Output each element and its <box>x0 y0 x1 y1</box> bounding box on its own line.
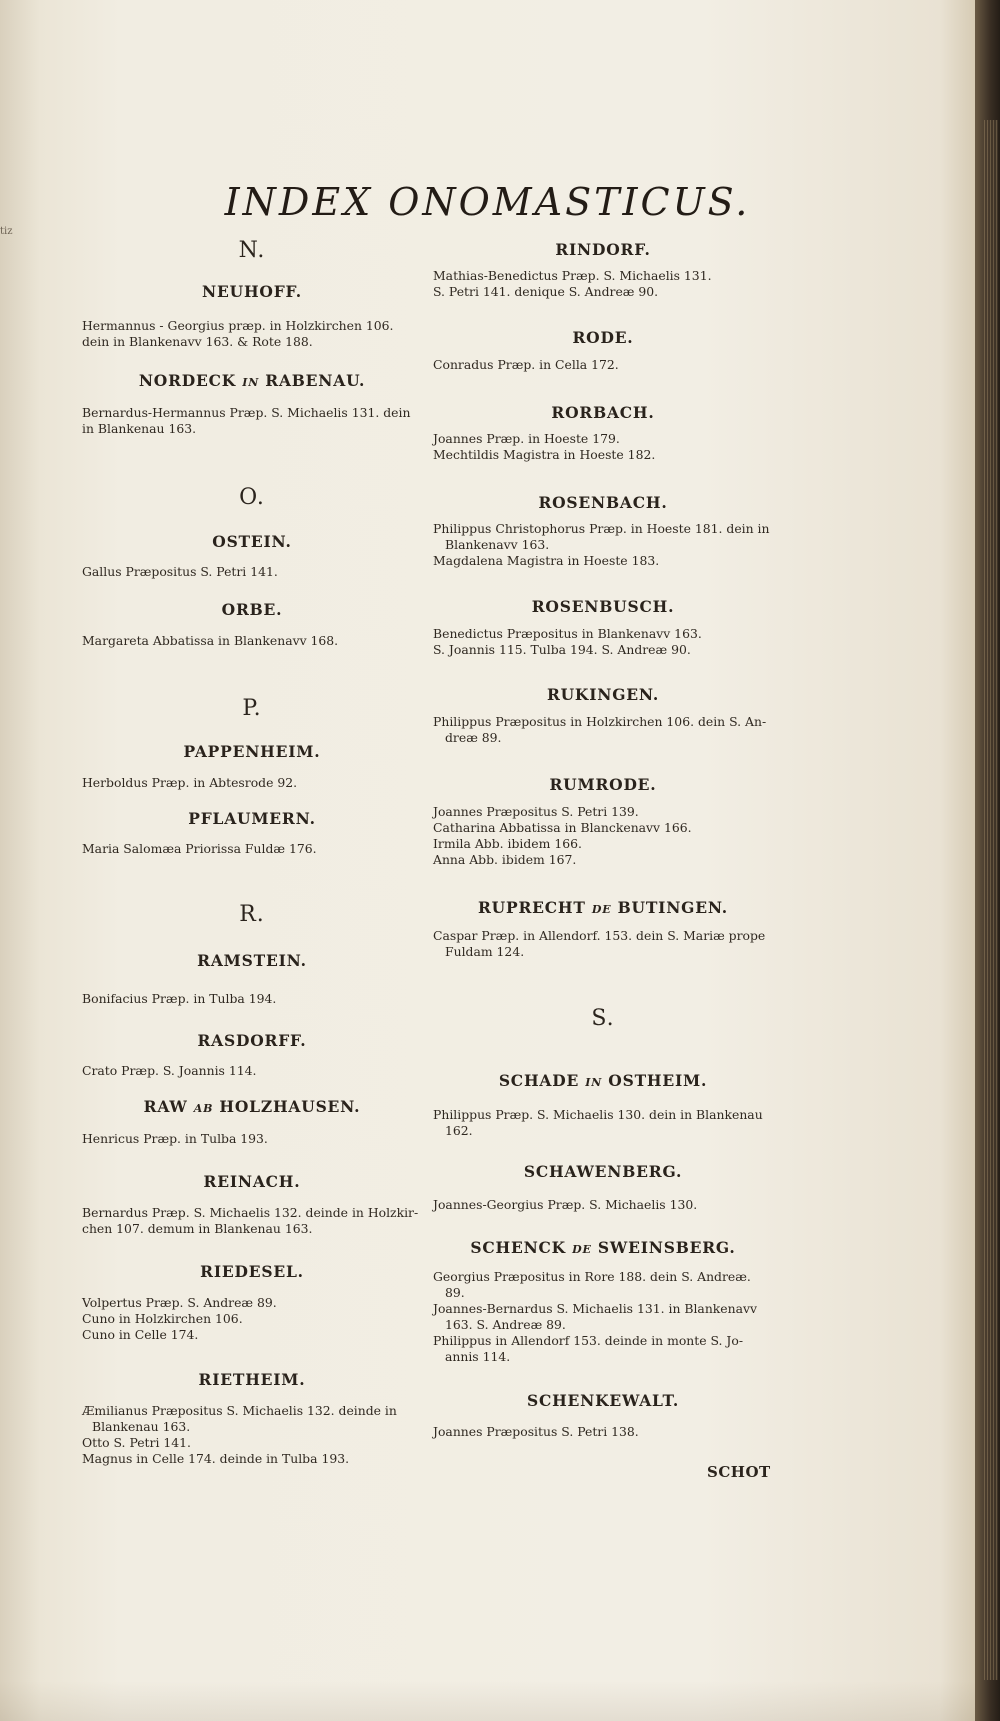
entry-line: Philippus Præp. S. Michaelis 130. dein in Blankenau <box>433 1107 763 1122</box>
entry-heading-rumrode: RUMRODE. <box>549 775 657 794</box>
letter-heading-s: S. <box>591 1006 615 1031</box>
entry-body-pflaumern <box>82 841 422 857</box>
entry-heading-ostein: OSTEIN. <box>212 532 292 551</box>
entry-line: Caspar Præp. in Allendorf. 153. dein S. Mariæ prope <box>433 928 766 943</box>
entry-line: Fuldam 124. <box>445 944 525 959</box>
margin-mark: tiz <box>0 226 13 237</box>
letter-heading-o: O. <box>239 485 265 510</box>
entry-line: Magdalena Magistra in Hoeste 183. <box>433 553 660 568</box>
entry-line: Conradus Præp. in Cella 172. <box>433 357 619 372</box>
entry-body-neuhoff <box>82 318 422 350</box>
entry-line: Bernardus Præp. S. Michaelis 132. deinde in Holzkir- <box>82 1205 419 1220</box>
entry-body-nordeck <box>82 405 422 437</box>
entry-heading-pappenheim: PAPPENHEIM. <box>183 742 321 761</box>
entry-line: Bonifacius Præp. in Tulba 194. <box>82 991 277 1006</box>
entry-heading-pflaumern: PFLAUMERN. <box>188 809 316 828</box>
entry-line: Blankenau 163. <box>92 1419 191 1434</box>
entry-heading-rosenbach: ROSENBACH. <box>538 493 668 512</box>
entry-heading-riedesel: RIEDESEL. <box>200 1262 304 1281</box>
entry-heading-reinach: REINACH. <box>203 1172 301 1191</box>
entry-body-riedesel <box>82 1295 422 1343</box>
entry-line: Joannes-Georgius Præp. S. Michaelis 130. <box>433 1197 698 1212</box>
entry-line: 163. S. Andreæ 89. <box>445 1317 566 1332</box>
entry-line: S. Petri 141. denique S. Andreæ 90. <box>433 284 659 299</box>
entry-body-schenck <box>433 1269 773 1365</box>
entry-line: in Blankenau 163. <box>82 421 197 436</box>
entry-line: Volpertus Præp. S. Andreæ 89. <box>82 1295 277 1310</box>
entry-line: Æmilianus Præpositus S. Michaelis 132. deinde in <box>82 1403 397 1418</box>
entry-heading-rindorf: RINDORF. <box>555 240 651 259</box>
entry-line: annis 114. <box>445 1349 511 1364</box>
page-title: INDEX ONOMASTICUS. <box>224 180 751 224</box>
entry-heading-schawenberg: SCHAWENBERG. <box>523 1162 683 1181</box>
entry-line: Irmila Abb. ibidem 166. <box>433 836 582 851</box>
entry-line: Cuno in Holzkirchen 106. <box>82 1311 243 1326</box>
entry-line: Joannes Præp. in Hoeste 179. <box>433 431 620 446</box>
entry-line: Blankenavv 163. <box>445 537 550 552</box>
entry-line: 162. <box>445 1123 473 1138</box>
entry-line: Joannes Præpositus S. Petri 138. <box>433 1424 639 1439</box>
entry-line: Philippus Christophorus Præp. in Hoeste 181. dein in <box>433 521 770 536</box>
entry-line: Bernardus-Hermannus Præp. S. Michaelis 131. dein <box>82 405 411 420</box>
entry-line: chen 107. demum in Blankenau 163. <box>82 1221 313 1236</box>
entry-body-rindorf <box>433 268 773 300</box>
entry-line: Cuno in Celle 174. <box>82 1327 199 1342</box>
entry-heading-rasdorff: RASDORFF. <box>197 1031 307 1050</box>
letter-heading-n: N. <box>238 238 266 263</box>
entry-heading-rukingen: RUKINGEN. <box>546 685 660 704</box>
entry-body-schade <box>433 1107 773 1139</box>
entry-heading-ramstein: RAMSTEIN. <box>197 951 307 970</box>
entry-heading-rietheim: RIETHEIM. <box>198 1370 306 1389</box>
entry-line: Margareta Abbatissa in Blankenavv 168. <box>82 633 339 648</box>
entry-body-reinach <box>82 1205 422 1237</box>
entry-body-rosenbach <box>433 521 773 569</box>
entry-line: Crato Præp. S. Joannis 114. <box>82 1063 257 1078</box>
entry-line: 89. <box>445 1285 465 1300</box>
entry-line: Philippus Præpositus in Holzkirchen 106. dein S. An- <box>433 714 767 729</box>
entry-body-rietheim <box>82 1403 422 1467</box>
page-edge <box>975 0 1000 1721</box>
catchword: SCHOT <box>707 1463 771 1481</box>
entry-line: Herboldus Præp. in Abtesrode 92. <box>82 775 298 790</box>
entry-body-ostein <box>82 564 422 580</box>
entry-heading-rorbach: RORBACH. <box>551 403 655 422</box>
entry-heading-rode: RODE. <box>572 328 634 347</box>
entry-line: Magnus in Celle 174. deinde in Tulba 193. <box>82 1451 350 1466</box>
entry-line: Joannes Præpositus S. Petri 139. <box>433 804 639 819</box>
entry-body-ramstein <box>82 991 422 1007</box>
entry-body-schenkewalt <box>433 1424 773 1440</box>
entry-line: Philippus in Allendorf 153. deinde in monte S. Jo- <box>433 1333 744 1348</box>
entry-line: Hermannus - Georgius præp. in Holzkirchen 106. <box>82 318 394 333</box>
entry-body-rode <box>433 357 773 373</box>
entry-line: Gallus Præpositus S. Petri 141. <box>82 564 278 579</box>
entry-line: Anna Abb. ibidem 167. <box>433 852 577 867</box>
entry-line: Mechtildis Magistra in Hoeste 182. <box>433 447 656 462</box>
entry-heading-nordeck: NORDECK in RABENAU. <box>138 371 366 390</box>
entry-body-pappenheim <box>82 775 422 791</box>
entry-body-ruprecht <box>433 928 773 960</box>
entry-body-rasdorff <box>82 1063 422 1079</box>
entry-line: dein in Blankenavv 163. & Rote 188. <box>82 334 313 349</box>
entry-line: Benedictus Præpositus in Blankenavv 163. <box>433 626 702 641</box>
entry-heading-neuhoff: NEUHOFF. <box>202 282 302 301</box>
entry-line: dreæ 89. <box>445 730 502 745</box>
entry-heading-raw: RAW ab HOLZHAUSEN. <box>143 1097 361 1116</box>
entry-line: Mathias-Benedictus Præp. S. Michaelis 131. <box>433 268 712 283</box>
entry-heading-orbe: ORBE. <box>221 600 283 619</box>
entry-body-schawenberg <box>433 1197 773 1213</box>
page-edge-stack <box>984 120 998 1680</box>
entry-heading-schenck: SCHENCK de SWEINSBERG. <box>470 1238 736 1257</box>
entry-line: Otto S. Petri 141. <box>82 1435 191 1450</box>
entry-heading-ruprecht: RUPRECHT de BUTINGEN. <box>478 898 728 917</box>
entry-line: Henricus Præp. in Tulba 193. <box>82 1131 268 1146</box>
entry-line: Georgius Præpositus in Rore 188. dein S. Andreæ. <box>433 1269 751 1284</box>
entry-body-orbe <box>82 633 422 649</box>
letter-heading-p: P. <box>242 696 262 721</box>
entry-body-rosenbusch <box>433 626 773 658</box>
entry-line: Catharina Abbatissa in Blanckenavv 166. <box>433 820 692 835</box>
entry-body-rukingen <box>433 714 773 746</box>
entry-body-rorbach <box>433 431 773 463</box>
entry-body-rumrode <box>433 804 773 868</box>
entry-body-raw <box>82 1131 422 1147</box>
letter-heading-r: R. <box>239 902 265 927</box>
entry-line: Joannes-Bernardus S. Michaelis 131. in Blankenavv <box>433 1301 758 1316</box>
entry-heading-schenkewalt: SCHENKEWALT. <box>526 1391 680 1410</box>
entry-line: Maria Salomæa Priorissa Fuldæ 176. <box>82 841 317 856</box>
entry-heading-rosenbusch: ROSENBUSCH. <box>531 597 675 616</box>
entry-heading-schade: SCHADE in OSTHEIM. <box>498 1071 708 1090</box>
entry-line: S. Joannis 115. Tulba 194. S. Andreæ 90. <box>433 642 691 657</box>
